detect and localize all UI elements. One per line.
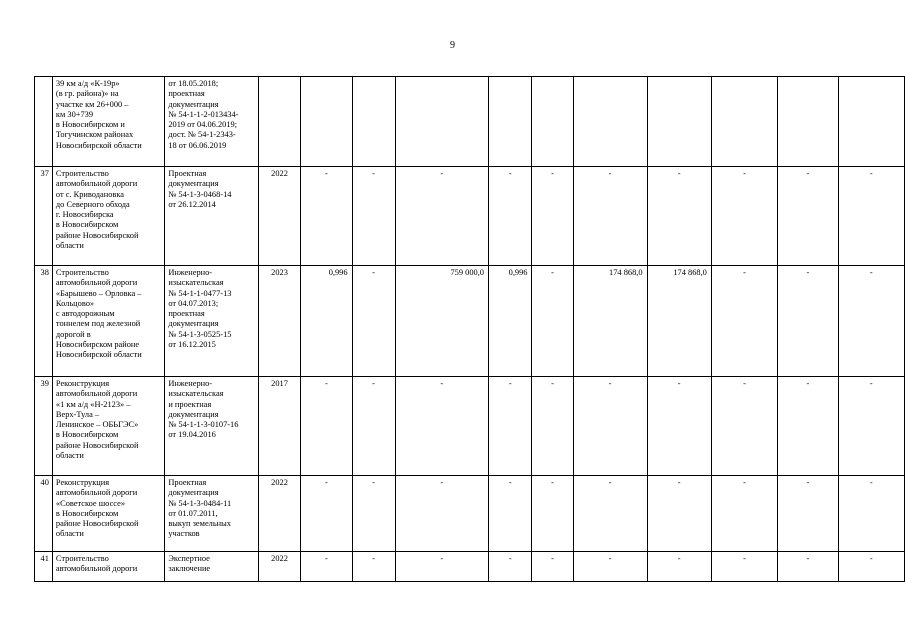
object-name-line: области (55, 451, 84, 461)
value-cell: - (838, 552, 904, 582)
value-cell: - (395, 377, 488, 476)
object-name-line: в Новосибирском (55, 430, 119, 440)
object-name-line: г. Новосибирска (55, 210, 114, 220)
value-cell: - (838, 167, 904, 266)
documentation-line: документация (168, 319, 219, 329)
documentation-line: документация (168, 99, 219, 109)
value-cell: - (395, 552, 488, 582)
page-number: 9 (450, 40, 455, 51)
value-cell: - (711, 552, 777, 582)
documentation-line: Экспертное (168, 554, 210, 563)
value-cell: - (711, 476, 777, 552)
table-row (35, 552, 905, 582)
table-row (35, 266, 905, 377)
object-name-line: области (55, 529, 84, 539)
row-number (35, 77, 53, 167)
documentation-line: и проектная (168, 399, 212, 409)
value-cell: - (352, 476, 395, 552)
documentation (165, 266, 259, 377)
table-row (35, 377, 905, 476)
object-name-line: в Новосибирском (55, 508, 119, 518)
object-name-line: дорогой в (55, 329, 91, 339)
object-name-line: тоннелем под железной (55, 319, 141, 329)
documentation (165, 377, 259, 476)
documentation-line: от 19.04.2016 (168, 430, 216, 440)
object-name-line: Новосибирской области (55, 350, 142, 360)
value-cell: - (711, 266, 777, 377)
object-name-line: в Новосибирском (55, 220, 119, 230)
table-row (35, 167, 905, 266)
row-number: 37 (35, 167, 53, 266)
documentation-line: изыскательская (168, 278, 224, 288)
value-cell: - (778, 377, 838, 476)
value-cell: - (301, 167, 352, 266)
row-number: 40 (35, 476, 53, 552)
value-cell: - (301, 552, 352, 582)
object-name-line: Ленинское – ОБЬГЭС» (55, 420, 139, 430)
documentation-line: Проектная (168, 169, 207, 178)
value-cell: - (532, 266, 573, 377)
object-name-line: 39 км а/д «К-19р» (55, 79, 120, 88)
documentation (165, 476, 259, 552)
year: 2017 (258, 377, 300, 476)
object-name (52, 552, 164, 582)
value-cell: - (778, 266, 838, 377)
documentation-line: № 54-1-3-0525-15 (168, 329, 232, 339)
object-name-line: «Барышево – Орловка – (55, 288, 142, 298)
documentation-line: 2019 от 04.06.2019; (168, 120, 238, 130)
value-cell: - (488, 377, 532, 476)
documentation-line: Инженерно- (168, 379, 213, 388)
value-cell (778, 77, 838, 167)
object-name-line: участке км 26+000 – (55, 99, 129, 109)
documentation-line: № 54-1-3-0484-11 (168, 498, 232, 508)
value-cell: - (573, 552, 647, 582)
value-cell: - (488, 552, 532, 582)
documentation-line: от 26.12.2014 (168, 199, 216, 209)
object-name (52, 167, 164, 266)
value-cell: - (395, 167, 488, 266)
object-name-line: до Северного обхода (55, 199, 130, 209)
object-name-line: от с. Криводановка (55, 189, 125, 199)
value-cell: 174 868,0 (647, 266, 711, 377)
value-cell: - (532, 476, 573, 552)
row-number: 38 (35, 266, 53, 377)
value-cell: 0,996 (488, 266, 532, 377)
value-cell: - (573, 476, 647, 552)
value-cell (532, 77, 573, 167)
object-name (52, 476, 164, 552)
year: 2022 (258, 167, 300, 266)
object-name-line: автомобильной дороги (55, 488, 138, 498)
value-cell (711, 77, 777, 167)
documentation-line: участков (168, 529, 200, 539)
value-cell: - (647, 476, 711, 552)
object-name-line: автомобильной дороги (55, 564, 138, 574)
value-cell: 174 868,0 (573, 266, 647, 377)
object-name-line: «1 км а/д «Н-2123» – (55, 399, 131, 409)
value-cell: - (778, 167, 838, 266)
value-cell (647, 77, 711, 167)
documentation-line: документация (168, 179, 219, 189)
object-name-line: Реконструкция (55, 478, 110, 487)
object-name-line: в Новосибирском и (55, 120, 125, 130)
object-name-line: км 30+739 (55, 109, 94, 119)
value-cell: - (532, 377, 573, 476)
table-row (35, 77, 905, 167)
value-cell (488, 77, 532, 167)
value-cell: - (838, 476, 904, 552)
value-cell: - (573, 377, 647, 476)
object-name-line: «Советское шоссе» (55, 498, 126, 508)
documentation-line: № 54-1-3-0468-14 (168, 189, 232, 199)
value-cell: - (573, 167, 647, 266)
documentation-line: выкуп земельных (168, 519, 231, 529)
value-cell: - (647, 377, 711, 476)
documentation-line: документация (168, 488, 219, 498)
table-body (35, 77, 905, 582)
documentation-line: Проектная (168, 478, 207, 487)
year: 2022 (258, 552, 300, 582)
documentation-line: Инженерно- (168, 268, 213, 277)
value-cell: - (301, 476, 352, 552)
object-name-line: Новосибирском районе (55, 340, 140, 350)
value-cell: - (778, 476, 838, 552)
value-cell: 759 000,0 (395, 266, 488, 377)
value-cell: - (532, 552, 573, 582)
value-cell: - (647, 552, 711, 582)
value-cell: - (647, 167, 711, 266)
object-name-line: районе Новосибирской (55, 230, 139, 240)
object-name-line: Тогучинском районах (55, 130, 134, 140)
documentation-line: от 16.12.2015 (168, 340, 216, 350)
documentation-line: 18 от 06.06.2019 (168, 140, 227, 150)
object-name-line: Строительство (55, 554, 109, 563)
object-name (52, 77, 164, 167)
value-cell: - (352, 377, 395, 476)
object-name-line: Строительство (55, 169, 109, 178)
object-name-line: автомобильной дороги (55, 179, 138, 189)
object-name (52, 266, 164, 377)
value-cell: - (838, 266, 904, 377)
documentation-line: проектная (168, 309, 205, 319)
object-name-line: (в гр. района)» на (55, 89, 119, 99)
value-cell: - (838, 377, 904, 476)
object-name-line: Кольцово» (55, 298, 95, 308)
object-name-line: районе Новосибирской (55, 440, 139, 450)
object-name-line: Реконструкция (55, 379, 110, 388)
object-name-line: области (55, 241, 84, 251)
value-cell: - (352, 552, 395, 582)
value-cell (395, 77, 488, 167)
value-cell (838, 77, 904, 167)
value-cell (352, 77, 395, 167)
object-name-line: автомобильной дороги (55, 389, 138, 399)
object-name-line: Строительство (55, 268, 109, 277)
projects-table (34, 76, 905, 582)
value-cell: - (711, 377, 777, 476)
row-number: 39 (35, 377, 53, 476)
value-cell: 0,996 (301, 266, 352, 377)
documentation (165, 167, 259, 266)
year: 2022 (258, 476, 300, 552)
object-name-line: Верх-Тула – (55, 409, 100, 419)
object-name-line: Новосибирской области (55, 140, 142, 150)
year (258, 77, 300, 167)
year: 2023 (258, 266, 300, 377)
value-cell: - (778, 552, 838, 582)
documentation-line: дост. № 54-1-2343- (168, 130, 236, 140)
documentation-line: № 54-1-1-3-0107-16 (168, 420, 239, 430)
object-name (52, 377, 164, 476)
documentation-line: № 54-1-1-0477-13 (168, 288, 232, 298)
documentation-line: проектная (168, 89, 205, 99)
value-cell: - (488, 167, 532, 266)
value-cell: - (532, 167, 573, 266)
table-row (35, 476, 905, 552)
value-cell (301, 77, 352, 167)
documentation (165, 77, 259, 167)
documentation-line: изыскательская (168, 389, 224, 399)
object-name-line: с автодорожным (55, 309, 115, 319)
row-number: 41 (35, 552, 53, 582)
value-cell: - (352, 167, 395, 266)
value-cell: - (488, 476, 532, 552)
documentation-line: документация (168, 409, 219, 419)
object-name-line: автомобильной дороги (55, 278, 138, 288)
value-cell: - (711, 167, 777, 266)
value-cell (573, 77, 647, 167)
documentation-line: от 01.07.2011, (168, 508, 218, 518)
documentation-line: от 04.07.2013; (168, 298, 219, 308)
documentation-line: № 54-1-1-2-013434- (168, 109, 239, 119)
object-name-line: районе Новосибирской (55, 519, 139, 529)
documentation (165, 552, 259, 582)
value-cell: - (352, 266, 395, 377)
documentation-line: от 18.05.2018; (168, 79, 219, 88)
value-cell: - (395, 476, 488, 552)
value-cell: - (301, 377, 352, 476)
documentation-line: заключение (168, 564, 211, 574)
